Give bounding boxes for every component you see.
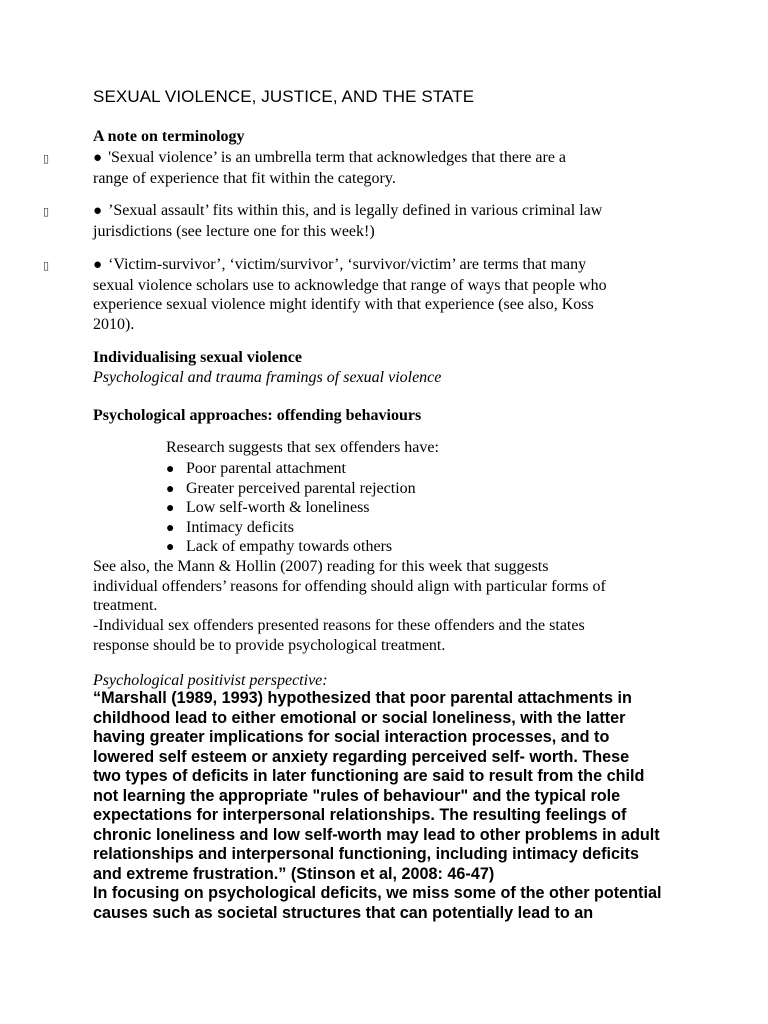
bullet-icon: ● <box>93 150 103 166</box>
bullet-icon: ● <box>166 540 175 555</box>
mann-hollin-paragraph: See also, the Mann & Hollin (2007) reading for this week that suggests individual offenders’ reasons for offending should align with particular forms of treatment. <box>93 558 606 614</box>
missing-glyph-icon: ▯ <box>43 205 50 218</box>
terminology-item: ● ’Sexual assault’ fits within this, and is legally defined in various criminal law jurisdictions (see lecture one for this week!) <box>93 202 603 240</box>
individualising-subheading: Psychological and trauma framings of sexual violence <box>93 369 442 386</box>
terminology-heading: A note on terminology <box>93 128 245 145</box>
list-item: ● Poor parental attachment <box>166 459 416 479</box>
psych-intro: Research suggests that sex offenders have: <box>166 439 439 456</box>
individualising-heading: Individualising sexual violence <box>93 349 302 366</box>
bullet-icon: ● <box>166 481 175 497</box>
page-title: SEXUAL VIOLENCE, JUSTICE, AND THE STATE <box>93 87 475 106</box>
bullet-icon: ● <box>166 462 175 477</box>
terminology-item: ● 'Sexual violence’ is an umbrella term that acknowledges that there are a range of experience that fit within the category. <box>93 149 567 187</box>
list-item: ● Lack of empathy towards others <box>166 537 416 557</box>
list-item: ● Intimacy deficits <box>166 518 416 538</box>
psych-heading: Psychological approaches: offending behaviours <box>93 407 422 424</box>
bullet-icon: ● <box>166 501 175 516</box>
psych-treatment-paragraph: -Individual sex offenders presented reasons for these offenders and the states response should be to provide psychological treatment. <box>93 617 585 654</box>
bullet-icon: ● <box>93 203 103 219</box>
list-item: ● Greater perceived parental rejection <box>166 479 416 499</box>
positivist-heading: Psychological positivist perspective: <box>93 672 328 689</box>
missing-glyph-icon: ▯ <box>43 152 50 165</box>
terminology-item: ● ‘Victim-survivor’, ‘victim/survivor’, ‘survivor/victim’ are terms that many sexual violence scholars use to acknowledge that range of ways that people who experience sexual violence might identify with that experience (see also, Koss 2010). <box>93 256 607 333</box>
bullet-icon: ● <box>93 257 103 273</box>
bullet-icon: ● <box>166 520 175 536</box>
list-item: ● Low self-worth & loneliness <box>166 498 416 518</box>
marshall-quote: “Marshall (1989, 1993) hypothesized that poor parental attachments in childhood lead to either emotional or social loneliness, with the latter having greater implications for social interaction processes, and to lowered self esteem or anxiety regarding perceived self- worth. These two types of deficits in later functioning are said to result from the child not learning the appropriate "rules of behaviour" and the typical role expectations for interpersonal relationships. The resulting feelings of chronic loneliness and low self-worth may lead to other problems in adult relationships and interpersonal functioning, including intimacy deficits and extreme frustration.” (Stinson et al, 2008: 46-47) In focusing on psychological deficits, we miss some of the other potential causes such as societal structures that can potentially lead to an <box>93 689 662 922</box>
missing-glyph-icon: ▯ <box>43 259 50 272</box>
offender-traits-list <box>166 459 416 557</box>
